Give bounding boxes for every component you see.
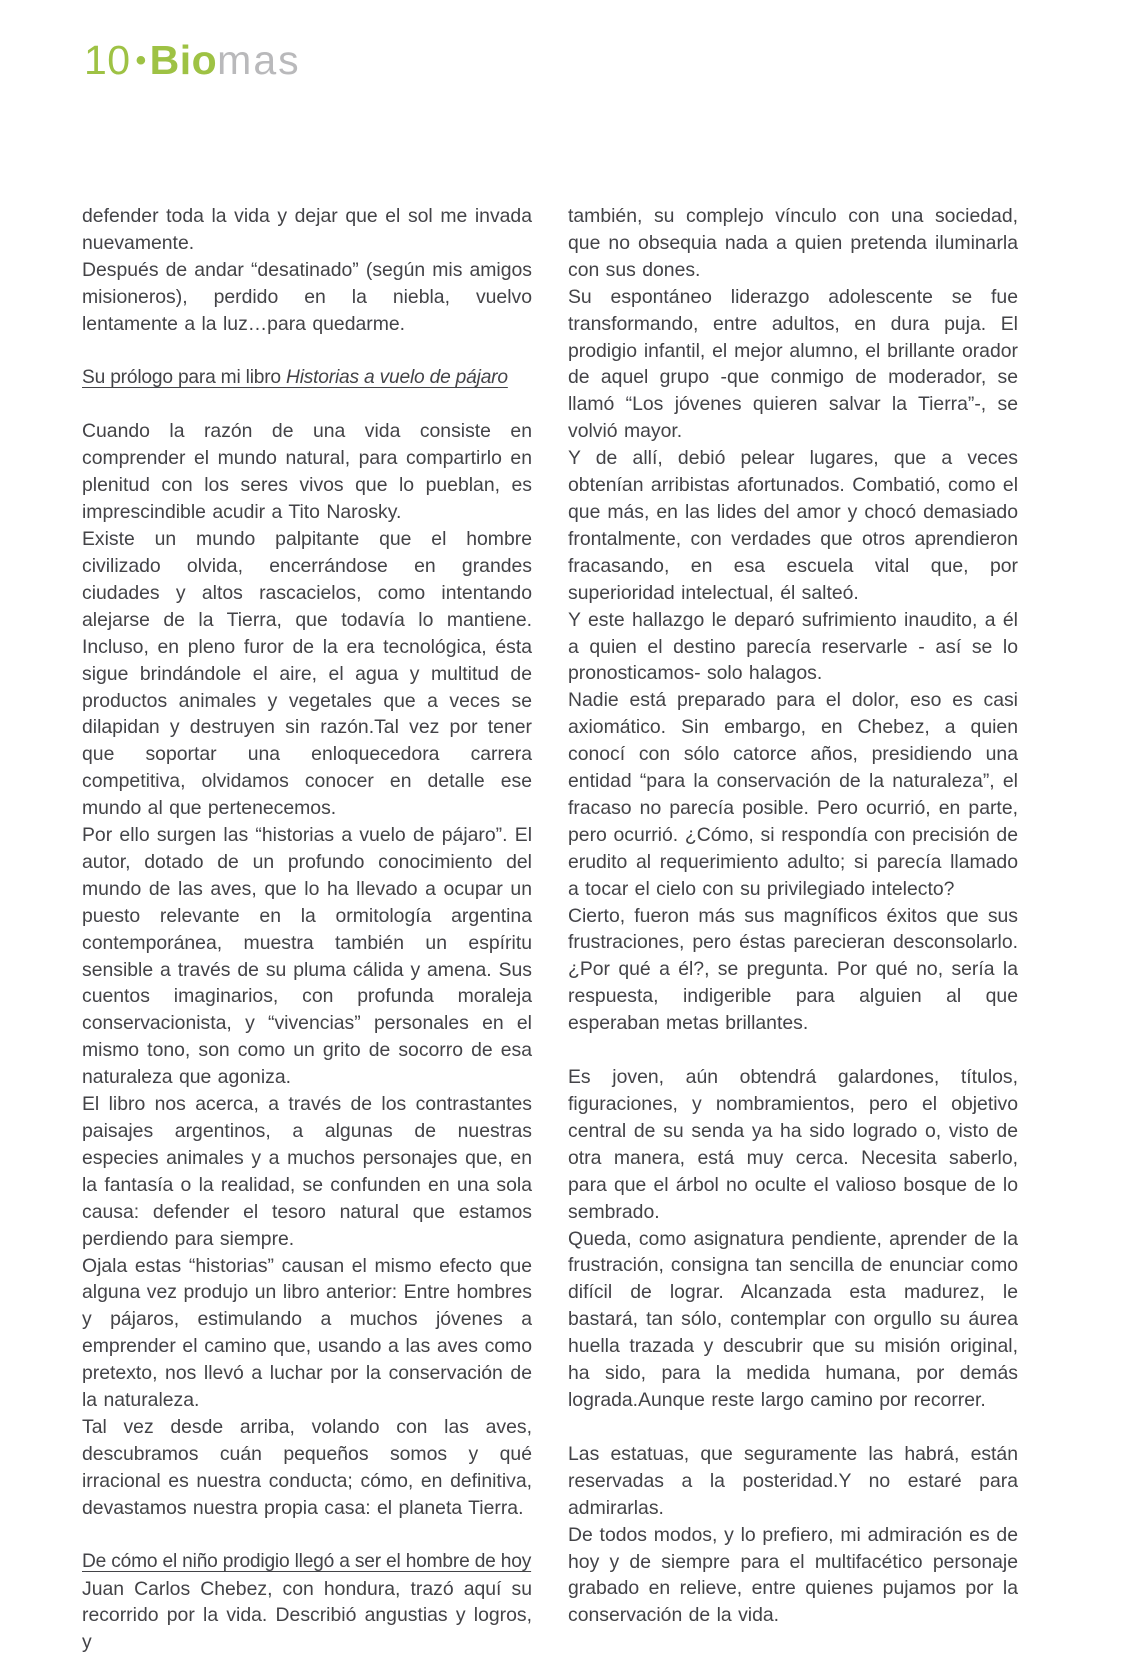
body-paragraph: Cuando la razón de una vida consiste en comprender el mundo natural, para compartirlo en plenitud con los seres vivos que lo pueblan, es imprescindible acudir a Tito Narosky.: [82, 418, 532, 526]
paragraph-gap: [568, 1037, 1018, 1064]
section-heading: Su prólogo para mi libro Historias a vuelo de pájaro: [82, 365, 532, 392]
brand-logo-bio: Bio: [150, 37, 218, 83]
body-paragraph: Ojala estas “historias” causan el mismo efecto que alguna vez produjo un libro anterior: Entre hombres y pájaros, estimulando a muchos jóvenes a emprender el camino que, usando a las aves como pretexto, nos llevó a luchar por la conservación de la naturaleza.: [82, 1253, 532, 1414]
article-body: [82, 203, 1018, 1656]
body-paragraph: Después de andar “desatinado” (según mis amigos misioneros), perdido en la niebla, vuelvo lentamente a la luz…para quedarme.: [82, 257, 532, 338]
body-paragraph: Es joven, aún obtendrá galardones, títulos, figuraciones, y nombramientos, pero el objetivo central de su senda ya ha sido logrado o, visto de otra manera, está muy cerca. Necesita saberlo, para que el árbol no oculte el valioso bosque de lo sembrado.: [568, 1064, 1018, 1225]
body-paragraph: también, su complejo vínculo con una sociedad, que no obsequia nada a quien pretenda iluminarla con sus dones.: [568, 203, 1018, 284]
section-heading: De cómo el niño prodigio llegó a ser el hombre de hoy: [82, 1549, 532, 1576]
body-paragraph: Juan Carlos Chebez, con hondura, trazó aquí su recorrido por la vida. Describió angustias y logros, y: [82, 1576, 532, 1656]
body-paragraph: Existe un mundo palpitante que el hombre civilizado olvida, encerrándose en grandes ciudades y altos rascacielos, como intentando alejarse de la Tierra, que todavía lo mantiene. Incluso, en pleno furor de la era tecnológica, ésta sigue brindándole el aire, el agua y multitud de productos animales y vegetales que a veces se dilapidan y destruyen sin razón.Tal vez por tener que soportar una enloquecedora carrera competitiva, olvidamos conocer en detalle ese mundo al que pertenecemos.: [82, 526, 532, 822]
body-paragraph: Las estatuas, que seguramente las habrá, están reservadas a la posteridad.Y no estaré para admirarlas.: [568, 1441, 1018, 1522]
body-paragraph: Su espontáneo liderazgo adolescente se fue transformando, entre adultos, en dura puja. El prodigio infantil, el mejor alumno, el brillante orador de aquel grupo -que conmigo de moderador, se llamó “Los jóvenes quieren salvar la Tierra”-, se volvió mayor.: [568, 284, 1018, 445]
body-paragraph: De todos modos, y lo prefiero, mi admiración es de hoy y de siempre para el multifacético personaje grabado en relieve, entre quienes pujamos por la conservación de la vida.: [568, 1522, 1018, 1630]
paragraph-gap: [82, 391, 532, 418]
bullet-separator-icon: •: [136, 44, 147, 77]
body-paragraph: Nadie está preparado para el dolor, eso es casi axiomático. Sin embargo, en Chebez, a quien conocí con sólo catorce años, presidiendo una entidad “para la conservación de la naturaleza”, el fracaso no parecía posible. Pero ocurrió, en parte, pero ocurrió. ¿Cómo, si respondía con precisión de erudito al requerimiento adulto; si parecía llamado a tocar el cielo con su privilegiado intelecto?: [568, 687, 1018, 902]
page-number: 10: [84, 37, 131, 83]
body-paragraph: Y este hallazgo le deparó sufrimiento inaudito, a él a quien el destino parecía reservarle - así se lo pronosticamos- solo halagos.: [568, 607, 1018, 688]
body-paragraph: Cierto, fueron más sus magníficos éxitos que sus frustraciones, pero éstas parecieran desconsolarlo. ¿Por qué a él?, se pregunta. Por qué no, sería la respuesta, indigerible para alguien al que esperaban metas brillantes.: [568, 903, 1018, 1038]
body-paragraph: El libro nos acerca, a través de los contrastantes paisajes argentinos, a algunas de nuestras especies animales y a muchos personajes que, en la fantasía o la realidad, se confunden en una sola causa: defender el tesoro natural que estamos perdiendo para siempre.: [82, 1091, 532, 1252]
body-paragraph: Tal vez desde arriba, volando con las aves, descubramos cuán pequeños somos y qué irracional es nuestra conducta; cómo, en definitiva, devastamos nuestra propia casa: el planeta Tierra.: [82, 1414, 532, 1522]
page-header: [84, 40, 301, 81]
paragraph-gap: [82, 1522, 532, 1549]
paragraph-gap: [82, 338, 532, 365]
article-column-left: [82, 203, 532, 1656]
article-column-right: [568, 203, 1018, 1656]
body-paragraph: Por ello surgen las “historias a vuelo de pájaro”. El autor, dotado de un profundo conocimiento del mundo de las aves, que lo ha llevado a ocupar un puesto relevante en la ormitología argentina contemporánea, muestra también un espíritu sensible a través de su pluma cálida y amena. Sus cuentos imaginarios, con profunda moraleja conservacionista, y “vivencias” personales en el mismo tono, son como un grito de socorro de esa naturaleza que agoniza.: [82, 822, 532, 1091]
body-paragraph: defender toda la vida y dejar que el sol me invada nuevamente.: [82, 203, 532, 257]
body-paragraph: Queda, como asignatura pendiente, aprender de la frustración, consigna tan sencilla de enunciar como difícil de lograr. Alcanzada esta madurez, le bastará, tan sólo, contemplar con orgullo su áurea huella trazada y descubrir que su misión original, ha sido, para la medida humana, por demás lograda.Aunque reste largo camino por recorrer.: [568, 1226, 1018, 1414]
body-paragraph: Y de allí, debió pelear lugares, que a veces obtenían arribistas afortunados. Combatió, como el que más, en las lides del amor y chocó demasiado frontalmente, con verdades que otros aprendieron fracasando, en esa escuela vital que, por superioridad intelectual, él salteó.: [568, 445, 1018, 606]
paragraph-gap: [568, 1414, 1018, 1441]
brand-logo-mas: mas: [217, 37, 300, 83]
book-title-italic: Historias a vuelo de pájaro: [286, 367, 508, 388]
